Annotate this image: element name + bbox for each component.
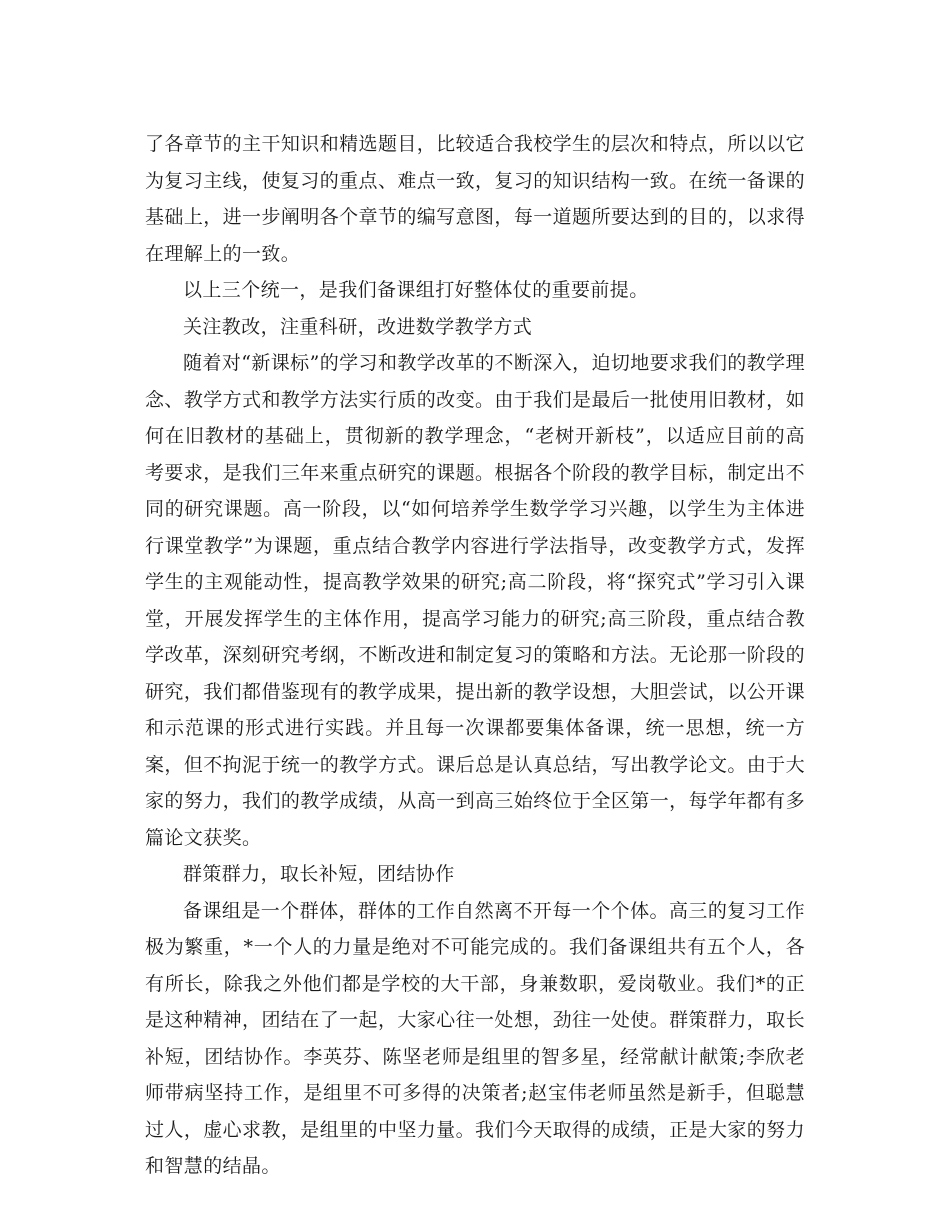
section-heading-teamwork: 群策群力，取长补短，团结协作 [183,863,455,885]
paragraph-teamwork: 备课组是一个群体，群体的工作自然离不开每一个个体。高三的复习工作极为繁重，*一个人的力量是绝对不可能完成的。我们备课组共有五个人，各有所长，除我之外他们都是学校的大干部，身兼数职，爱岗敬业。我们*的正是这种精神，团结在了一起，大家心往一处想，劲往一处使。群策群力，取长补短，团结协作。李英芬、陈坚老师是组里的智多星，经常献计献策;李欣老师带病坚持工作，是组里不可多得的决策者;赵宝伟老师虽然是新手，但聪慧过人，虚心求教，是组里的中坚力量。我们今天取得的成绩，正是大家的努力和智慧的结晶。 [145,899,805,1177]
section-heading-teaching-reform: 关注教改，注重科研，改进数学教学方式 [183,315,533,338]
paragraph-teaching-reform: 随着对“新课标”的学习和教学改革的不断深入，迫切地要求我们的教学理念、教学方式和教学方法实行质的改变。由于我们是最后一批使用旧教材，如何在旧教材的基础上，贯彻新的教学理念，“老树开新枝”，以适应目前的高考要求，是我们三年来重点研究的课题。根据各个阶段的教学目标，制定出不同的研究课题。高一阶段，以“如何培养学生数学学习兴趣，以学生为主体进行课堂教学”为课题，重点结合教学内容进行学法指导，改变教学方式，发挥学生的主观能动性，提高教学效果的研究;高二阶段，将“探究式”学习引入课堂，开展发挥学生的主体作用，提高学习能力的研究;高三阶段，重点结合教学改革，深刻研究考纲，不断改进和制定复习的策略和方法。无论那一阶段的研究，我们都借鉴现有的教学成果，提出新的教学设想，大胆尝试，以公开课和示范课的形式进行实践。并且每一次课都要集体备课，统一思想，统一方案，但不拘泥于统一的教学方式。课后总是认真总结，写出教学论文。由于大家的努力，我们的教学成绩，从高一到高三始终位于全区第一，每学年都有多篇论文获奖。 [145,352,805,849]
paragraph-continuation: 了各章节的主干知识和精选题目，比较适合我校学生的层次和特点，所以以它为复习主线，使复习的重点、难点一致，复习的知识结构一致。在统一备课的基础上，进一步阐明各个章节的编写意图，每一道题所要达到的目的，以求得在理解上的一致。 [145,133,805,265]
document-body [145,126,805,1185]
paragraph-summary: 以上三个统一，是我们备课组打好整体仗的重要前提。 [183,279,649,301]
